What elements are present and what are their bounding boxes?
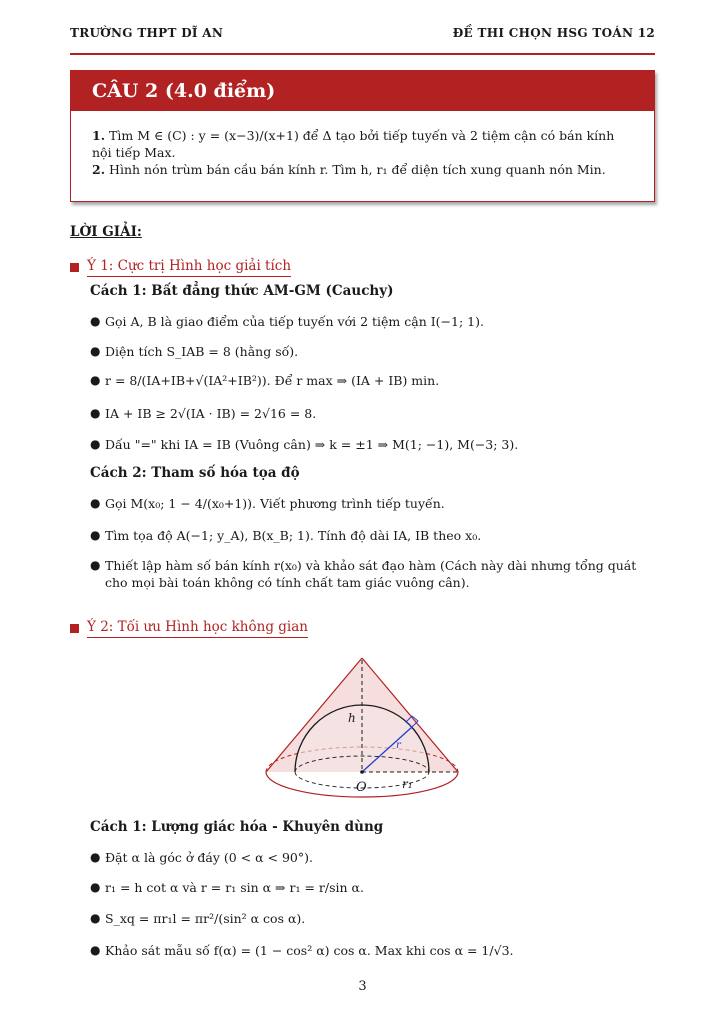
section-square-icon: [70, 624, 79, 633]
list-item-text: r₁ = h cot α và r = r₁ sin α ⇒ r₁ = r/sin α.: [105, 880, 364, 895]
bullet-icon: ●: [90, 850, 101, 864]
list-item-text: S_xq = πr₁l = πr²/(sin² α cos α).: [105, 911, 306, 926]
method-title: Cách 1: Bất đẳng thức AM-GM (Cauchy): [90, 283, 394, 299]
bullet-icon: ●: [90, 943, 101, 957]
section-title: Ý 2: Tối ưu Hình học không gian: [87, 619, 308, 638]
list-item: [90, 527, 655, 544]
method-title: Cách 1: Lượng giác hóa - Khuyên dùng: [90, 819, 384, 835]
label-r1: r₁: [402, 777, 413, 791]
bullet-icon: ●: [90, 558, 101, 572]
list-item: [90, 343, 655, 360]
section-square-icon: [70, 263, 79, 272]
list-item: [90, 879, 655, 896]
bullet-icon: ●: [90, 373, 101, 387]
section-part-2: [70, 619, 308, 638]
header-rule: [70, 53, 655, 55]
list-item-text: Tìm tọa độ A(−1; y_A), B(x_B; 1). Tính độ dài IA, IB theo x₀.: [105, 528, 482, 543]
center-point: [360, 770, 364, 774]
problem-item-number: 2.: [92, 162, 106, 177]
list-item-text: Diện tích S_IAB = 8 (hằng số).: [105, 344, 299, 359]
exam-title: ĐỀ THI CHỌN HSG TOÁN 12: [452, 26, 655, 40]
problem-item-text: Tìm M ∈ (C) : y = (x−3)/(x+1) để Δ tạo bởi tiếp tuyến và 2 tiệm cận có bán kính nội tiếp Max.: [92, 128, 615, 160]
list-item: [90, 372, 655, 389]
problem-item-2: [92, 161, 633, 178]
problem-item-number: 1.: [92, 128, 106, 143]
method-title: Cách 2: Tham số hóa tọa độ: [90, 465, 300, 481]
list-item-text: IA + IB ≥ 2√(IA · IB) = 2√16 = 8.: [105, 406, 317, 421]
bullet-icon: ●: [90, 880, 101, 894]
label-h: h: [348, 711, 356, 725]
label-r: r: [396, 740, 401, 751]
list-item: [90, 495, 655, 512]
bullet-icon: ●: [90, 528, 101, 542]
section-title: Ý 1: Cực trị Hình học giải tích: [87, 258, 291, 277]
problem-item-text: Hình nón trùm bán cầu bán kính r. Tìm h, r₁ để diện tích xung quanh nón Min.: [109, 162, 606, 177]
problem-body: [71, 111, 654, 178]
list-item-text: Thiết lập hàm số bán kính r(x₀) và khảo sát đạo hàm (Cách này dài nhưng tổng quát cho mọi bài toán không có tính chất tam giác vuông cân).: [105, 558, 637, 590]
list-item: [90, 405, 655, 422]
list-item-text: Gọi M(x₀; 1 − 4/(x₀+1)). Viết phương trình tiếp tuyến.: [105, 496, 445, 511]
list-item-text: r = 8/(IA+IB+√(IA²+IB²)). Để r max ⇒ (IA + IB) min.: [105, 373, 440, 388]
cone-hemisphere-figure: [262, 652, 462, 800]
list-item: [90, 557, 655, 591]
school-name: TRƯỜNG THPT DĨ AN: [70, 26, 224, 40]
page-header: [70, 26, 655, 40]
list-item: [90, 910, 655, 927]
page-number: 3: [358, 979, 367, 994]
bullet-icon: ●: [90, 344, 101, 358]
problem-item-1: [92, 127, 633, 161]
problem-box: [70, 70, 655, 202]
bullet-icon: ●: [90, 911, 101, 925]
list-item: [90, 436, 655, 453]
section-part-1: [70, 258, 291, 277]
label-o: O: [356, 780, 367, 795]
list-item-text: Đặt α là góc ở đáy (0 < α < 90°).: [105, 850, 313, 865]
list-item: [90, 313, 655, 330]
list-item: [90, 849, 655, 866]
list-item-text: Dấu "=" khi IA = IB (Vuông cân) ⇒ k = ±1 ⇒ M(1; −1), M(−3; 3).: [105, 437, 519, 452]
problem-title: CÂU 2 (4.0 điểm): [71, 71, 654, 111]
bullet-icon: ●: [90, 437, 101, 451]
solution-label: LỜI GIẢI:: [70, 224, 142, 240]
bullet-icon: ●: [90, 314, 101, 328]
list-item-text: Gọi A, B là giao điểm của tiếp tuyến với 2 tiệm cận I(−1; 1).: [105, 314, 484, 329]
list-item-text: Khảo sát mẫu số f(α) = (1 − cos² α) cos α. Max khi cos α = 1/√3.: [105, 943, 514, 958]
bullet-icon: ●: [90, 406, 101, 420]
list-item: [90, 942, 655, 959]
bullet-icon: ●: [90, 496, 101, 510]
